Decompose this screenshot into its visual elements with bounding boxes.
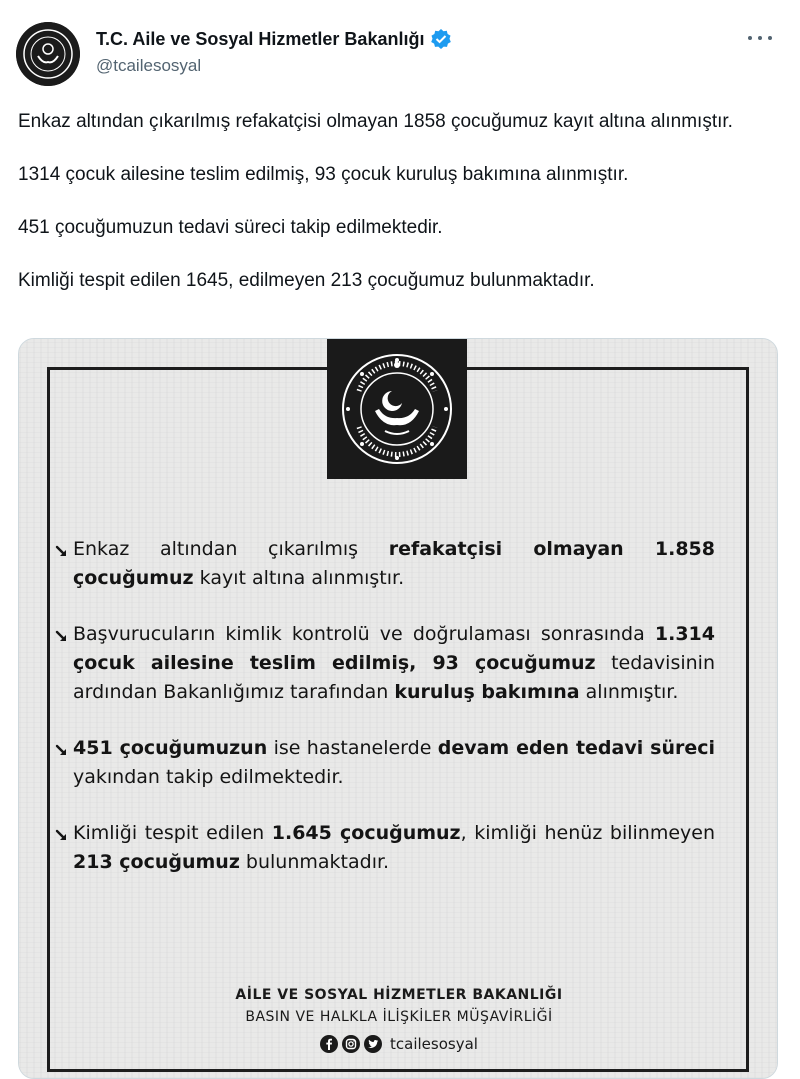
arrow-bullet-icon [55,739,71,755]
bullet-text: Başvurucuların kimlik kontrolü ve doğrulaması sonrasında [73,623,655,645]
bullet-text: Kimliği tespit edilen [73,822,272,844]
bullet-emphasis: 213 çocuğumuz [73,851,240,873]
facebook-icon [320,1035,338,1053]
bullet-text: ise hastanelerde [267,737,438,759]
bullet-item [55,535,715,593]
arrow-bullet-icon [55,540,71,556]
arrow-bullet-icon [55,625,71,641]
bullet-item [55,620,715,707]
footer-department: BASIN VE HALKLA İLİŞKİLER MÜŞAVİRLİĞİ [245,1009,553,1025]
bullet-item [55,819,715,877]
tweet-paragraph: Kimliği tespit edilen 1645, edilmeyen 213 çocuğumuz bulunmaktadır. [18,270,595,291]
author-name[interactable]: T.C. Aile ve Sosyal Hizmetler Bakanlığı [96,28,425,49]
bullet-text: alınmıştır. [579,681,679,703]
social-row [19,1035,778,1053]
twitter-icon [364,1035,382,1053]
arrow-bullet-icon [55,824,71,840]
footer-ministry: AİLE VE SOSYAL HİZMETLER BAKANLIĞI [235,987,563,1003]
bullet-text: kayıt altına alınmıştır. [193,567,405,589]
bullet-emphasis: 451 çocuğumuzun [73,737,268,759]
avatar[interactable] [16,22,80,86]
instagram-icon [342,1035,360,1053]
tweet-image[interactable] [18,338,778,1079]
tweet-paragraph: Enkaz altından çıkarılmış refakatçisi olmayan 1858 çocuğumuz kayıt altına alınmıştır. [18,111,733,132]
bullet-text: tedavisinin ardından Bakanlığımız tarafından [73,652,715,703]
bullet-text: bulunmaktadır. [239,851,390,873]
bullet-text: yakından takip edilmektedir. [73,766,344,788]
tweet-paragraph: 451 çocuğumuzun tedavi süreci takip edilmektedir. [18,217,443,238]
bullet-item [55,734,715,792]
bullet-emphasis: kuruluş bakımına [394,681,580,703]
bullet-emphasis: refakatçisi olmayan 1.858 çocuğumuz [73,538,715,589]
verified-badge-icon [430,28,452,50]
bullet-text: Enkaz altından çıkarılmış [73,538,389,560]
tweet-text [18,108,788,320]
bullet-emphasis: 1.314 çocuk ailesine teslim edilmiş, 93 çocuğumuz [73,623,715,674]
tweet-paragraph: 1314 çocuk ailesine teslim edilmiş, 93 çocuk kuruluş bakımına alınmıştır. [18,164,629,185]
bullet-list [55,535,715,904]
more-options-icon[interactable] [748,28,772,48]
ministry-logo [327,339,467,479]
bullet-emphasis: devam eden tedavi süreci [437,737,716,759]
ministry-emblem-icon [16,22,80,86]
tweet-header [0,0,800,100]
bullet-text: , kimliği henüz bilinmeyen [460,822,715,844]
author-handle[interactable]: @tcailesosyal [96,56,202,75]
social-handle: tcailesosyal [390,1035,478,1053]
ministry-emblem-icon [339,351,455,467]
bullet-emphasis: 1.645 çocuğumuz [271,822,461,844]
